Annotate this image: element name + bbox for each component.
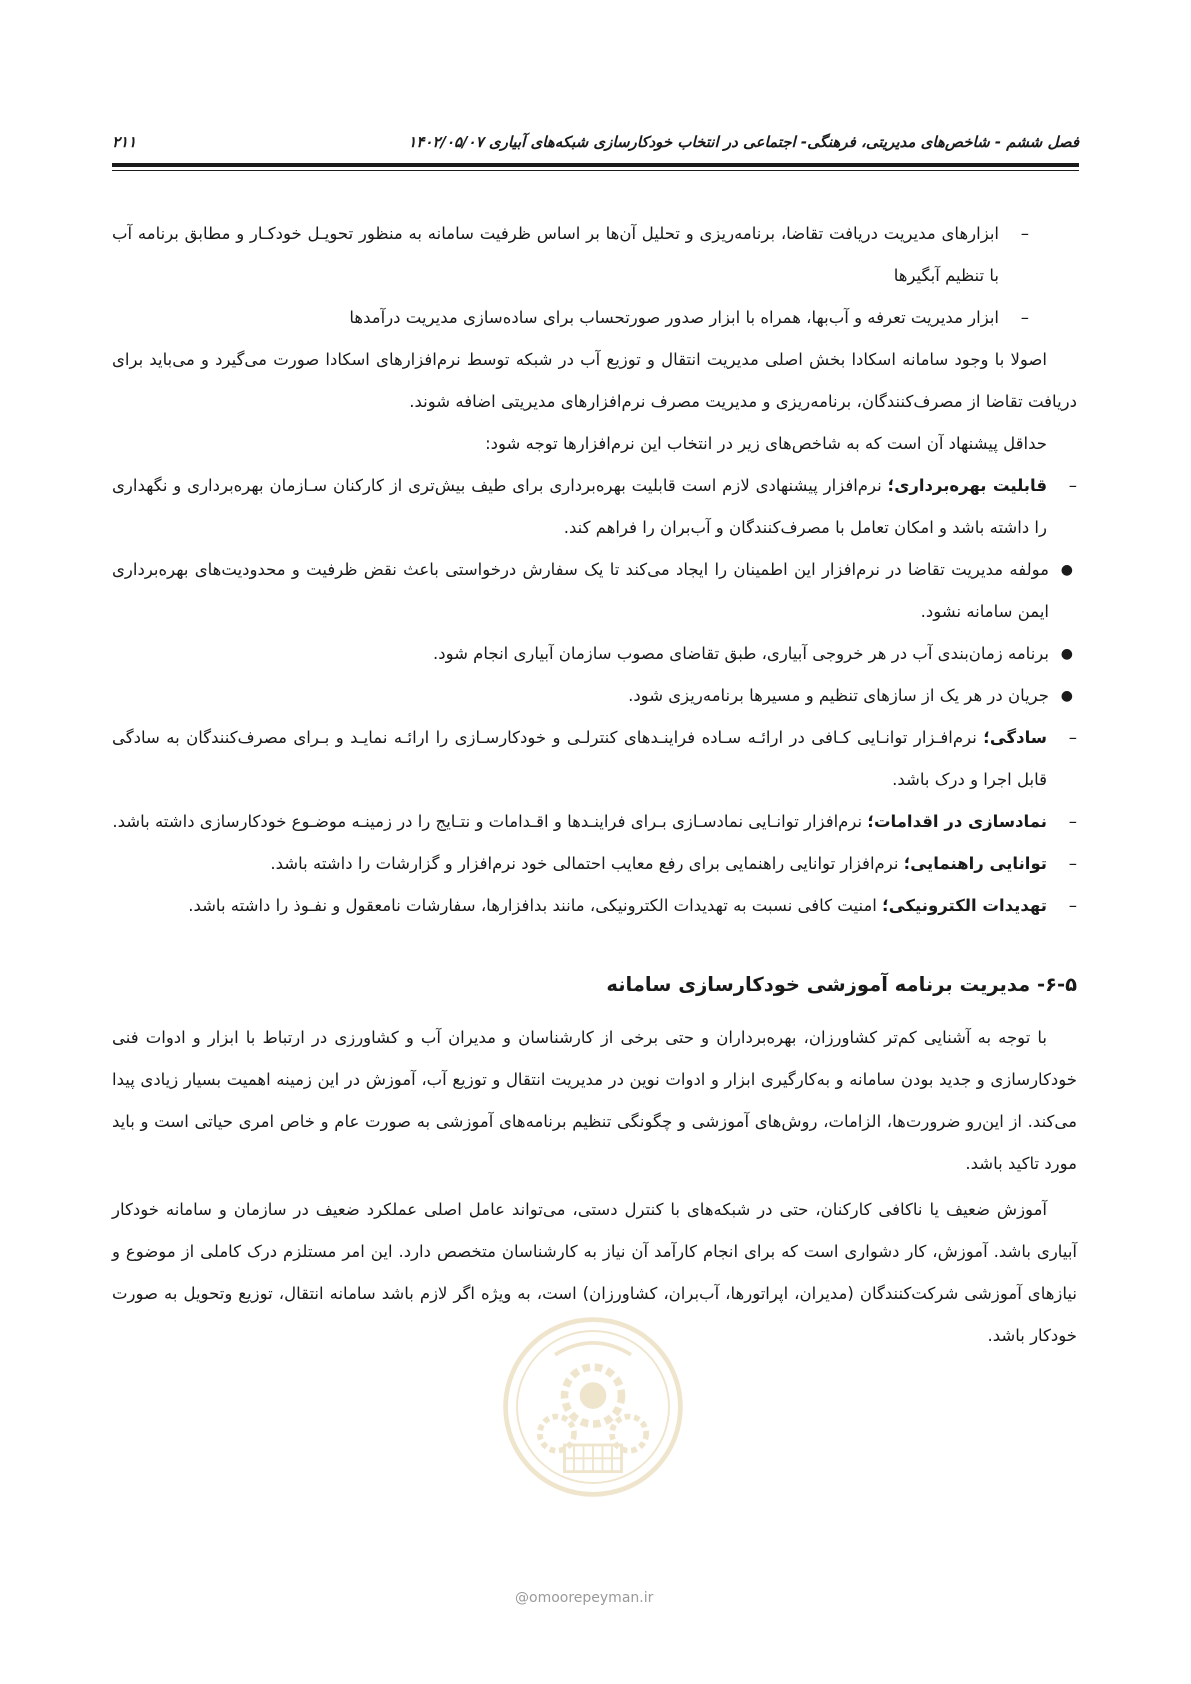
header-rule-thick	[112, 163, 1079, 167]
dash-marker: –	[1068, 896, 1077, 915]
criterion-exploitability	[112, 465, 1077, 549]
criterion-text: امنیت کافی نسبت به تهدیدات الکترونیکی، مانند بدافزارها، سفارشات نامعقول و نفـوذ را داشته باشد.	[188, 896, 883, 915]
criterion-text: نرم‌افزار توانایی راهنمایی برای رفع معایب احتمالی خود نرم‌افزار و گزارشات را داشته باشد.	[270, 854, 904, 873]
list-item-text: ابزارهای مدیریت دریافت تقاضا، برنامه‌ریزی و تحلیل آن‌ها بر اساس ظرفیت سامانه به منظور تحویـل خودکـار و مطابق برنامه آب با تنظیم آبگیرها	[112, 224, 999, 285]
criterion-guidance	[112, 843, 1077, 885]
section-paragraph-2: آموزش ضعیف یا ناکافی کارکنان، حتی در شبکه‌های با کنترل دستی، می‌تواند عامل اصلی عملکرد ضعیف در سازمان و سامانه خودکار آبیاری باشد. آموزش، کار دشواری است که برای انجام کارآمد آن نیاز به کارشناسان متخصص دارد. این امر مستلزم درک کاملی از موضوع و نیازهای آموزشی شرکت‌کنندگان (مدیران، اپراتورها، آب‌بران، کشاورزان) است، به ویژه اگر لازم باشد سامانه انتقال، توزیع وتحویل به صورت خودکار باشد.	[112, 1200, 1077, 1345]
criterion-term: سادگی؛	[983, 728, 1047, 747]
dash-marker: –	[1020, 224, 1029, 243]
bullet-marker: ●	[1060, 646, 1073, 662]
criterion-term: توانایی راهنمایی؛	[903, 854, 1047, 873]
dash-marker: –	[1068, 728, 1077, 747]
bullet-item	[112, 675, 1077, 717]
criterion-threats	[112, 885, 1077, 927]
criterion-text: نرم‌افزار پیشنهادی لازم است قابلیت بهره‌برداری برای طیف بیش‌تری از کارکنان سـازمان بهره‌برداری و نگهداری را داشته باشد و امکان تعامل با مصرف‌کنندگان و آب‌بران را فراهم کند.	[112, 476, 1047, 537]
watermark-url: @omoorepeyman.ir	[515, 1590, 654, 1606]
bullet-text: برنامه زمان‌بندی آب در هر خروجی آبیاری، طبق تقاضای مصوب سازمان آبیاری انجام شود.	[432, 644, 1049, 663]
criterion-term: قابلیت بهره‌برداری؛	[887, 476, 1047, 495]
criterion-term: تهدیدات الکترونیکی؛	[882, 896, 1047, 915]
list-item	[112, 213, 1029, 297]
dash-marker: –	[1068, 812, 1077, 831]
list-item	[112, 297, 1029, 339]
page-number: ۲۱۱	[112, 133, 137, 151]
bullet-text: جریان در هر یک از سازهای تنظیم و مسیرها برنامه‌ریزی شود.	[628, 686, 1049, 705]
running-header	[112, 125, 1079, 155]
bullet-marker: ●	[1060, 562, 1073, 578]
header-rule-thin	[112, 170, 1079, 171]
criterion-term: نمادسازی در اقدامات؛	[867, 812, 1047, 831]
header-title: فصل ششم - شاخص‌های مدیریتی، فرهنگی- اجتماعی در انتخاب خودکارسازی شبکه‌های آبیاری ۱۴۰۲/۰۵/۰۷	[408, 133, 1079, 151]
section-paragraph-1: با توجه به آشنایی کم‌تر کشاورزان، بهره‌برداران و حتی برخی از کارشناسان و مدیران آب و کشاورزی در ارتباط با ابزار و ادوات فنی خودکارسازی و جدید بودن سامانه و به‌کارگیری ابزار و ادوات نوین در مدیریت انتقال و توزیع آب، آموزش در این زمینه اهمیت بسیار زیادی پیدا می‌کند. از این‌رو ضرورت‌ها، الزامات، روش‌های آموزشی و چگونگی تنظیم برنامه‌های آموزشی به صورت عام و خاص امری حیاتی است و باید مورد تاکید باشد.	[112, 1028, 1077, 1173]
body-text	[112, 213, 1077, 1357]
criterion-simplicity	[112, 717, 1077, 801]
dash-marker: –	[1020, 308, 1029, 327]
bullet-marker: ●	[1060, 688, 1073, 704]
dash-marker: –	[1068, 476, 1077, 495]
section-heading: ۶-۵- مدیریت برنامه آموزشی خودکارسازی سامانه	[606, 973, 1077, 996]
bullet-text: مولفه مدیریت تقاضا در نرم‌افزار این اطمینان را ایجاد می‌کند تا یک سفارش درخواستی باعث نقض ظرفیت و محدودیت‌های بهره‌برداری ایمن سامانه نشود.	[112, 560, 1049, 621]
criterion-text: نرم‌افـزار توانـایی کـافی در ارائـه سـاده فراینـدهای کنترلـی و خودکارسـازی را ارائـه نمایـد و بـرای مصرف‌کنندگان به سادگی قابل اجرا و درک باشد.	[112, 728, 1047, 789]
criterion-symbolization	[112, 801, 1077, 843]
criterion-text: نرم‌افزار توانـایی نمادسـازی بـرای فراینـدها و اقـدامات و نتـایج را در زمینـه موضـوع خودکارسازی داشته باشد.	[112, 812, 868, 831]
watermark-seal-icon	[498, 1312, 688, 1502]
bullet-item	[112, 633, 1077, 675]
paragraph-criteria-intro: حداقل پیشنهاد آن است که به شاخص‌های زیر در انتخاب این نرم‌افزارها توجه شود:	[485, 434, 1047, 453]
dash-marker: –	[1068, 854, 1077, 873]
list-item-text: ابزار مدیریت تعرفه و آب‌بها، همراه با ابزار صدور صورتحساب برای ساده‌سازی مدیریت درآمدها	[349, 308, 999, 327]
paragraph-scada: اصولا با وجود سامانه اسکادا بخش اصلی مدیریت انتقال و توزیع آب در شبکه توسط نرم‌افزارهای اسکادا صورت می‌گیرد و می‌باید برای دریافت تقاضا از مصرف‌کنندگان، برنامه‌ریزی و مدیریت مصرف نرم‌افزارهای مدیریتی اضافه شوند.	[112, 350, 1077, 411]
bullet-item	[112, 549, 1077, 633]
